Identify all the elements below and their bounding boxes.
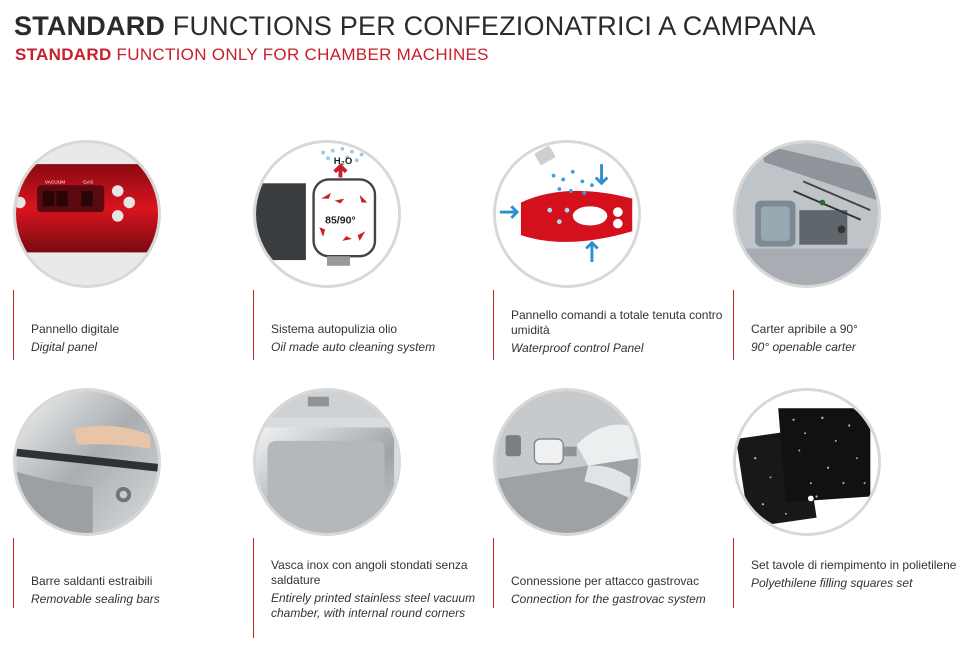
page-subtitle: STANDARD FUNCTION ONLY FOR CHAMBER MACHINES — [15, 45, 489, 64]
feature-label-en: 90° openable carter — [751, 340, 856, 354]
feature-label-it: Connessione per attacco gastrovac — [511, 574, 700, 588]
page-title: STANDARD FUNCTIONS PER CONFEZIONATRICI A CAMPANA — [14, 11, 816, 41]
feature-oil-cleaning — [253, 140, 493, 370]
feature-gastrovac-connection — [493, 388, 733, 618]
oil-cleaning-image — [253, 140, 401, 288]
openable-carter-image — [733, 140, 881, 288]
feature-label-en: Waterproof control Panel — [511, 341, 644, 355]
svg-text:85/90°: 85/90° — [325, 214, 356, 227]
feature-label-it: Sistema autopulizia olio — [271, 322, 398, 336]
feature-label-it: Set tavole di riempimento in polietilene — [751, 558, 957, 572]
svg-text:VACUUM: VACUUM — [44, 180, 66, 186]
svg-text:GAS: GAS — [83, 180, 94, 186]
svg-text:H₂O: H₂O — [333, 156, 353, 168]
feature-stainless-chamber — [253, 388, 493, 618]
feature-label-it: Barre saldanti estraibili — [31, 574, 153, 588]
feature-sealing-bars — [13, 388, 253, 618]
feature-label-it: Carter apribile a 90° — [751, 322, 858, 336]
filling-squares-image — [733, 388, 881, 536]
feature-label-en: Polyethilene filling squares set — [751, 576, 913, 590]
feature-label-it: Pannello comandi a totale tenuta contro umidità — [511, 308, 723, 337]
feature-label-en: Connection for the gastrovac system — [511, 592, 706, 606]
feature-label-en: Digital panel — [31, 340, 98, 354]
feature-label-it: Vasca inox con angoli stondati senza saldature — [271, 558, 468, 587]
feature-digital-panel — [13, 140, 253, 370]
waterproof-panel-image — [493, 140, 641, 288]
feature-label-en: Entirely printed stainless steel vacuum chamber, with internal round corners — [271, 591, 476, 620]
feature-label-it: Pannello digitale — [31, 322, 120, 336]
feature-waterproof-panel — [493, 140, 733, 370]
sealing-bars-image — [13, 388, 161, 536]
feature-label-en: Removable sealing bars — [31, 592, 160, 606]
gastrovac-connection-image — [493, 388, 641, 536]
stainless-chamber-image — [253, 388, 401, 536]
feature-openable-carter — [733, 140, 970, 370]
digital-panel-image — [13, 140, 161, 288]
feature-label-en: Oil made auto cleaning system — [271, 340, 436, 354]
feature-filling-squares — [733, 388, 970, 618]
